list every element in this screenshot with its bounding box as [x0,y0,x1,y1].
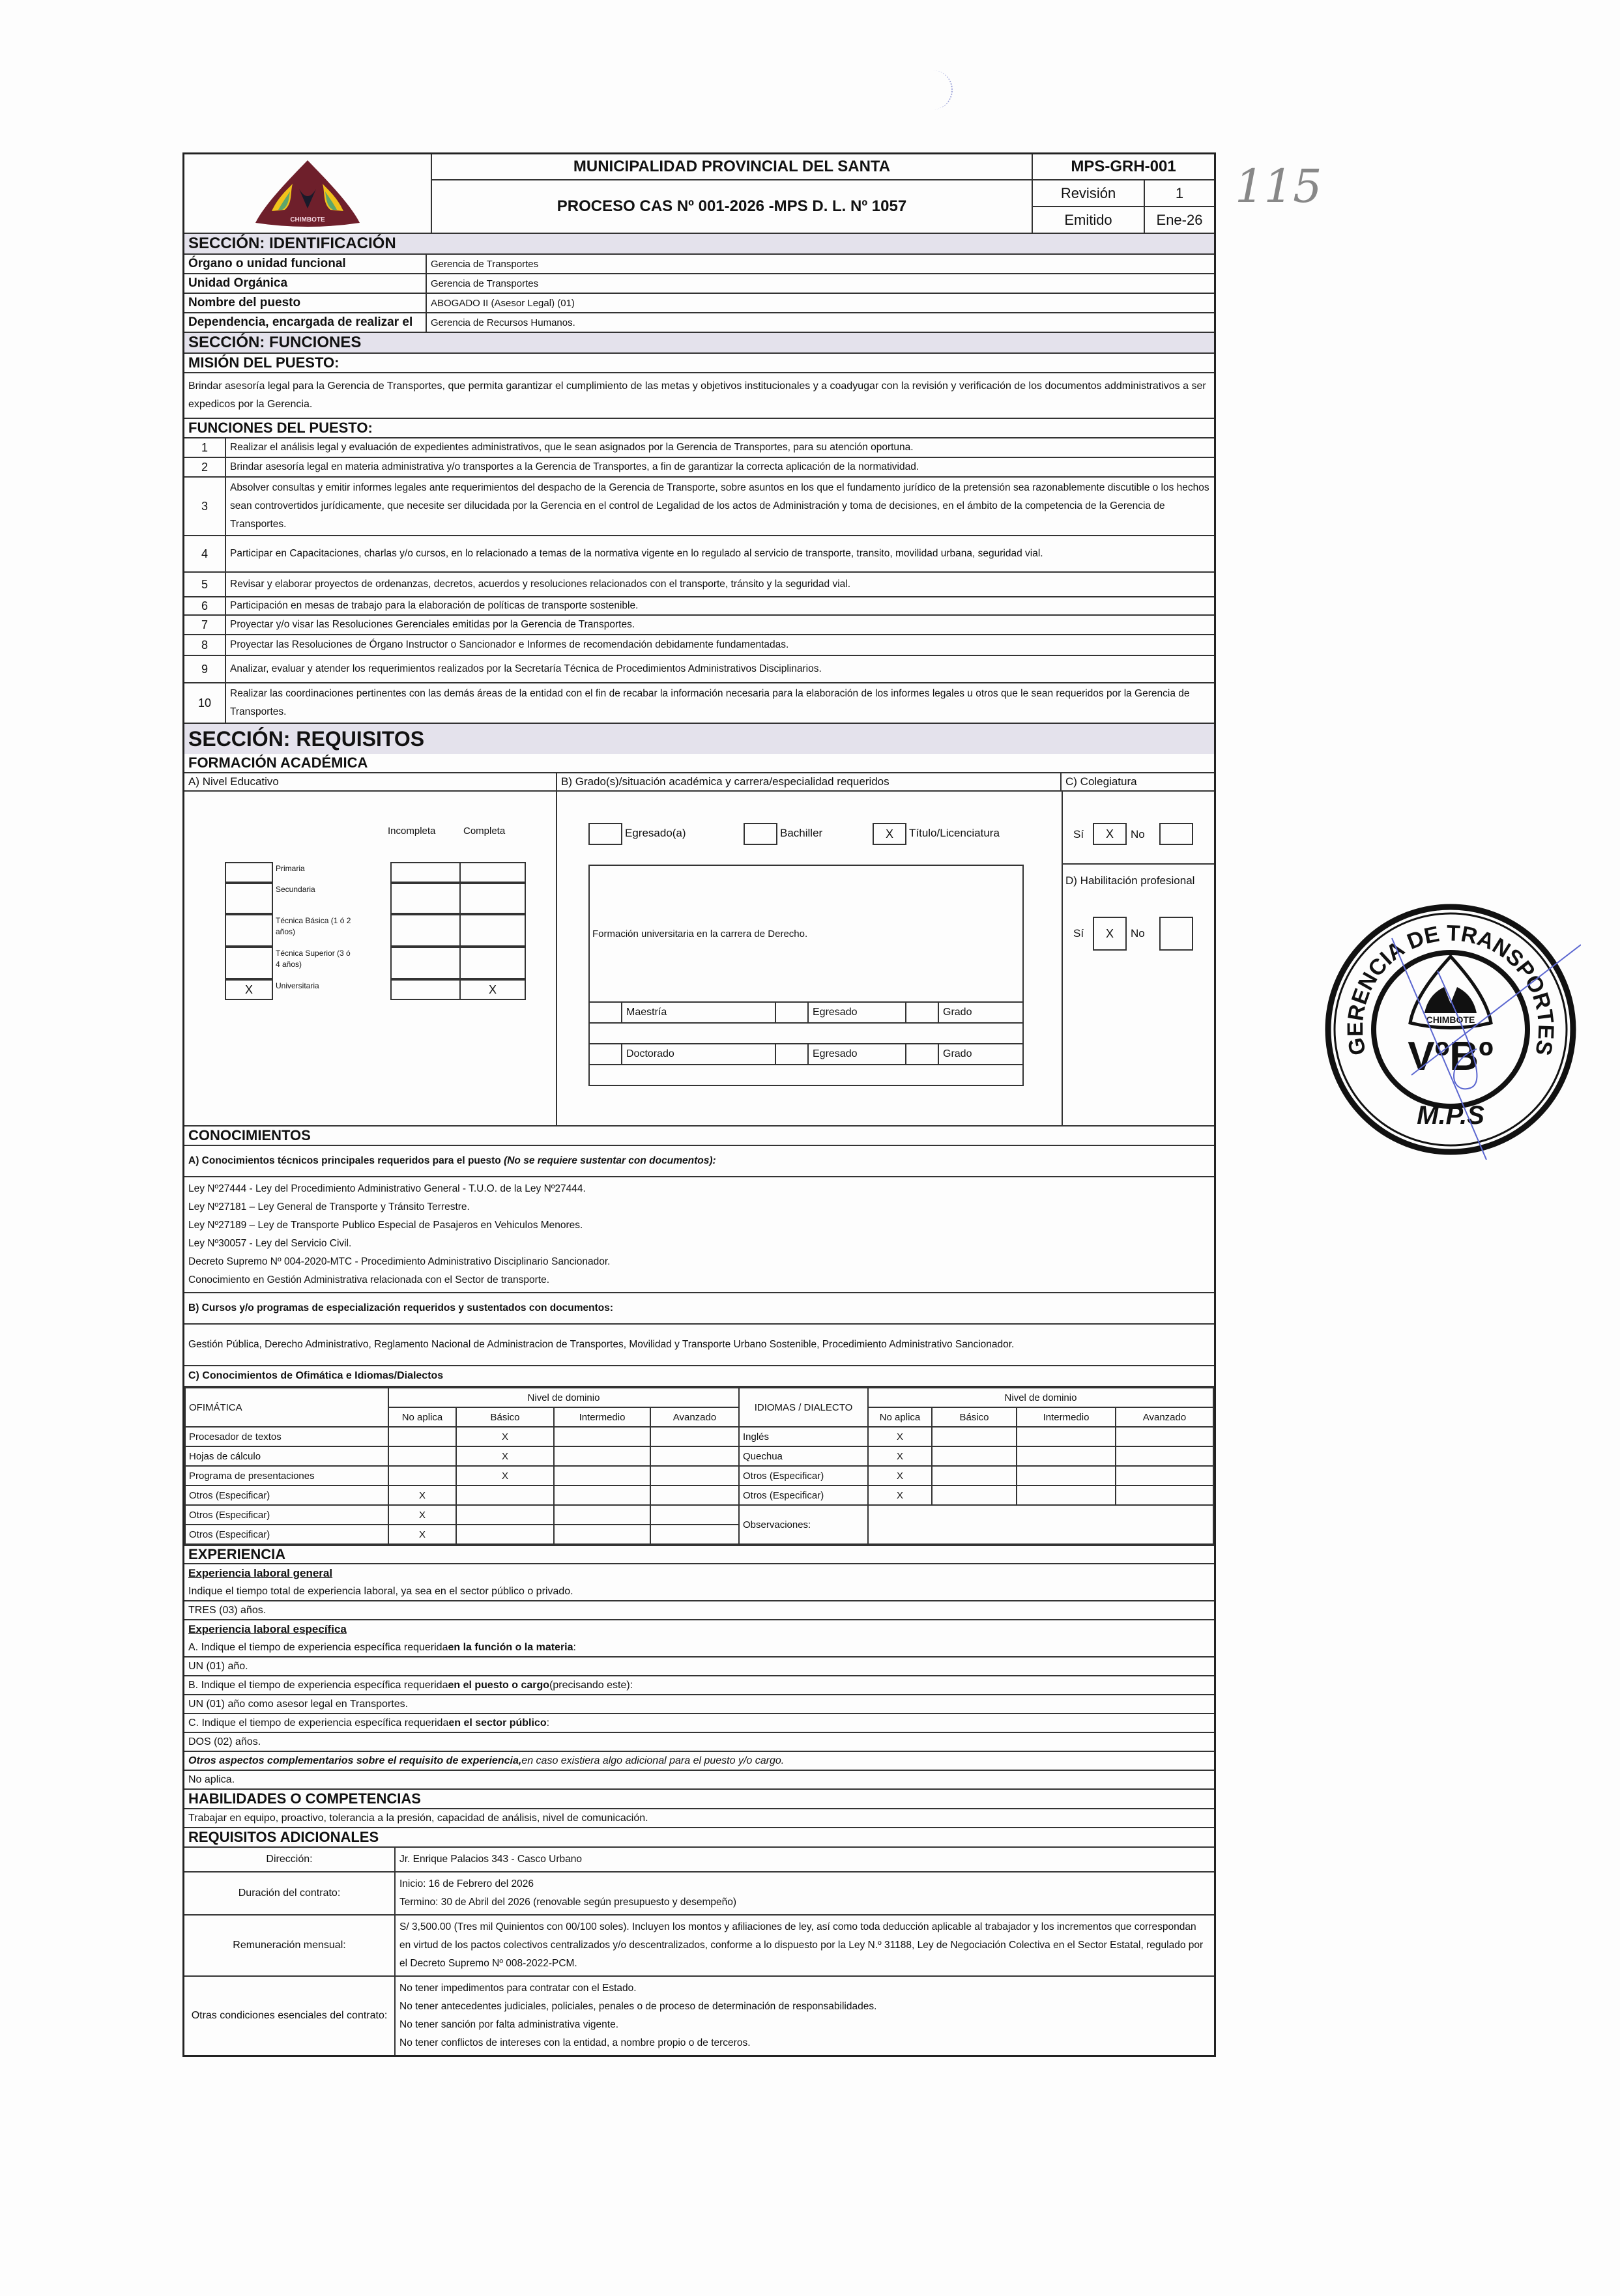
postgrado-detail-field[interactable] [588,1064,1024,1086]
table-row [185,1485,1213,1505]
function-item: 5 Revisar y elaborar proyectos de ordenanzas, decretos, acuerdos y resoluciones relacionados con el transporte, tránsito y la seguridad vial. [184,573,1214,597]
ofimatica-level-cell[interactable] [554,1505,650,1525]
postgrado-egresado-checkbox[interactable] [775,1043,809,1065]
municipality-logo [184,154,431,233]
ofimatica-label: Hojas de cálculo [185,1446,388,1466]
nivel-label: Técnica Superior (3 ó 4 años) [276,949,351,969]
idioma-level-cell[interactable]: X [868,1466,932,1485]
approval-stamp [1320,899,1581,1160]
ofimatica-label: Programa de presentaciones [185,1466,388,1485]
experiencia-general-answer: TRES (03) años. [188,1604,267,1616]
id-row: Órgano o unidad funcional Gerencia de Transportes [184,255,1214,274]
ofimatica-label: Otros (Especificar) [185,1485,388,1505]
ofimatica-level-cell[interactable]: X [388,1525,456,1544]
function-item: 8 Proyectar las Resoluciones de Órgano Instructor o Sancionador e Informes de recomendación debidamente fundamentadas. [184,635,1214,656]
experiencia-a-answer: UN (01) año. [188,1660,248,1672]
idioma-label: Otros (Especificar) [739,1485,868,1505]
adicional-label: Dirección: [266,1854,313,1865]
id-row: Nombre del puesto ABOGADO II (Asesor Legal) (01) [184,294,1214,313]
adicional-row [184,1848,1214,1873]
conocimientos-c-title: C) Conocimientos de Ofimática e Idiomas/Dialectos [188,1370,444,1381]
observaciones-field[interactable] [868,1505,1213,1544]
idioma-level-cell[interactable] [1017,1466,1116,1485]
idioma-level-cell[interactable]: X [868,1446,932,1466]
idioma-level-cell[interactable]: X [868,1427,932,1446]
form-header [184,154,1214,234]
idioma-level-cell[interactable] [1017,1485,1116,1505]
nivel-incompleta-cell[interactable] [390,914,461,947]
postgrado-label: Maestría [621,1001,776,1024]
function-item: 2 Brindar asesoría legal en materia administrativa y/o transportes a la Gerencia de Transportes, a fin de garantizar la correcta aplicación de la normatividad. [184,458,1214,478]
experiencia-b-question: B. Indique el tiempo de experiencia específica requerida en el puesto o cargo (precisando este): [188,1679,633,1691]
formacion-title: FORMACIÓN ACADÉMICA [188,754,368,771]
nivel-checkbox[interactable] [225,914,273,947]
ofimatica-level-cell[interactable] [650,1466,739,1485]
ofimatica-idiomas-table: OFIMÁTICA Nivel de dominio IDIOMAS / DIALECTO Nivel de dominio No aplica Básico Intermedio Avanzado No aplica Básico Intermedio Avanzado Procesador de textos X Inglés X Hojas de cálculo X Quechua X Programa de presentaciones X Otros (Especificar) X Otros (Especificar) X Otros (Especificar) X Otros (Especificar) X Observaciones: Otros (Especificar) X [184,1387,1214,1545]
experiencia-especifica-title: Experiencia laboral específica [188,1623,347,1635]
level-header: Avanzado [1116,1407,1213,1427]
revision-label: Revisión [1060,184,1116,201]
idioma-label: Quechua [739,1446,868,1466]
revision-value: 1 [1144,180,1214,206]
ofimatica-level-cell[interactable] [554,1525,650,1544]
habilidades-text: Trabajar en equipo, proactivo, tolerancia a la presión, capacidad de análisis, nivel de comunicación. [188,1812,648,1824]
level-header: Intermedio [1017,1407,1116,1427]
grado-panel: Egresado(a) Bachiller X Título/Licenciatura Formación universitaria en la carrera de Derecho. Maestría Egresado Grado Doctorado Egresado Grado [556,792,1062,1125]
ofimatica-level-cell[interactable] [650,1525,739,1544]
postgrado-detail-field[interactable] [588,1022,1024,1044]
id-row: Unidad Orgánica Gerencia de Transportes [184,274,1214,294]
postgrado-grado-checkbox[interactable] [905,1001,939,1024]
ofimatica-level-cell[interactable] [650,1505,739,1525]
process-title: PROCESO CAS Nº 001-2026 -MPS D. L. Nº 1057 [557,197,907,215]
postgrado-checkbox[interactable] [588,1043,622,1065]
svg-text:CHIMBOTE: CHIMBOTE [1426,1014,1475,1025]
level-header: Básico [456,1407,554,1427]
formacion-academica-grid [184,792,1214,1126]
idiomas-header: IDIOMAS / DIALECTO [739,1388,868,1427]
experiencia-b-answer: UN (01) año como asesor legal en Transportes. [188,1698,409,1710]
function-item: 4 Participar en Capacitaciones, charlas y/o cursos, en lo relacionado a temas de la normativa vigente en lo regulado al servicio de transporte, transito, movilidad urbana, seguridad vial. [184,536,1214,573]
idioma-level-cell[interactable] [1017,1446,1116,1466]
level-header: Avanzado [650,1407,739,1427]
function-item: 9 Analizar, evaluar y atender los requerimientos realizados por la Secretaría Técnica de Procedimientos Administrativos Disciplinarios. [184,656,1214,683]
chimbote-shield-icon [252,158,363,229]
experiencia-otros-question: Otros aspectos complementarios sobre el requisito de experiencia, en caso existiera algo adicional para el puesto y/o cargo. [188,1755,785,1766]
section-funciones-title: SECCIÓN: FUNCIONES [188,334,362,351]
conocimiento-item: Conocimiento en Gestión Administrativa relacionada con el Sector de transporte. [188,1274,549,1285]
level-header: No aplica [868,1407,932,1427]
adicional-label: Duración del contrato: [238,1887,341,1899]
id-row: Dependencia, encargada de realizar el Gerencia de Recursos Humanos. [184,313,1214,333]
nivel-incompleta-cell[interactable] [390,947,461,979]
idioma-level-cell[interactable] [1116,1427,1213,1446]
titulo-checkbox[interactable]: X [873,823,906,845]
colegiatura-title: C) Colegiatura [1060,773,1214,790]
ofimatica-level-cell[interactable] [650,1485,739,1505]
ofimatica-level-cell[interactable] [554,1485,650,1505]
handwritten-page-number: 115 [1235,160,1322,213]
experiencia-c-answer: DOS (02) años. [188,1736,261,1747]
nivel-completa-cell[interactable] [459,862,526,883]
adicional-value: Jr. Enrique Palacios 343 - Casco Urbano [394,1848,1214,1871]
ofimatica-label: Otros (Especificar) [185,1525,388,1544]
nivel-completa-cell[interactable] [459,914,526,947]
conocimiento-item: Ley Nº30057 - Ley del Servicio Civil. [188,1238,352,1249]
adicional-value: Inicio: 16 de Febrero del 2026 Termino: 30 de Abril del 2026 (renovable según presupuesto y desempeño) [394,1873,1214,1914]
adicional-value: S/ 3,500.00 (Tres mil Quinientos con 00/100 soles). Incluyen los montos y afiliaciones de ley, así como toda deducción aplicable al trabajador y los incrementos que correspondan en virtud de los pactos colectivos centralizados y/o descentralizados, conforme a lo dispuesto por la Ley N.º 31188, Ley de Negociación Colectiva en el Sector Estatal, regulado por el Decreto Supremo Nº 008-2022-PCM. [394,1916,1214,1975]
ofimatica-level-cell[interactable] [456,1485,554,1505]
nivel-checkbox[interactable] [225,883,273,914]
bachiller-checkbox[interactable] [744,823,777,845]
emitted-value: Ene-26 [1144,207,1214,233]
ofimatica-level-cell[interactable] [650,1446,739,1466]
ofimatica-level-cell[interactable] [456,1505,554,1525]
experiencia-c-question: C. Indique el tiempo de experiencia específica requerida en el sector público : [188,1717,550,1729]
ofimatica-level-cell[interactable]: X [456,1446,554,1466]
conocimiento-item: Ley Nº27181 – Ley General de Transporte y Tránsito Terrestre. [188,1201,470,1213]
idioma-level-cell[interactable] [932,1485,1017,1505]
habilidades-title: HABILIDADES O COMPETENCIAS [188,1790,421,1807]
svg-text:CHIMBOTE: CHIMBOTE [290,216,325,223]
postgrado-checkbox[interactable] [588,1001,622,1024]
egresado-checkbox[interactable] [588,823,622,845]
nivel-checkbox[interactable]: X [225,979,273,1000]
habilitacion-title: D) Habilitación profesional [1065,874,1195,887]
conocimientos-title: CONOCIMIENTOS [188,1127,311,1143]
nivel-checkbox[interactable] [225,862,273,883]
adicional-label: Remuneración mensual: [233,1940,346,1951]
idioma-level-cell[interactable] [1116,1446,1213,1466]
colegiatura-panel: Sí X No D) Habilitación profesional Sí X No [1062,792,1214,1125]
function-item: 3 Absolver consultas y emitir informes legales ante requerimientos del despacho de la Gerencia de Transporte, sobre asuntos en los que el fundamento jurídico de la pretensión sea razonablemente discutible o los hechos sean controvertidos jurídicamente, que necesite ser dilucidada por la Gerencia en el control de Legalidad de los actos de Administración y toma de decisiones, en el ámbito de la competencia de la Gerencia de Transportes. [184,478,1214,536]
conocimiento-item: Ley Nº27189 – Ley de Transporte Publico Especial de Pasajeros en Vehiculos Menores. [188,1220,583,1231]
ofimatica-level-cell[interactable]: X [456,1466,554,1485]
postgrado-egresado-checkbox[interactable] [775,1001,809,1024]
idioma-level-cell[interactable] [932,1466,1017,1485]
experiencia-otros-answer: No aplica. [188,1773,235,1785]
carrera-field: Formación universitaria en la carrera de Derecho. [588,865,1024,1003]
ofimatica-label: Otros (Especificar) [185,1505,388,1525]
nivel-educativo-title: A) Nivel Educativo [188,775,279,788]
nivel-incompleta-cell[interactable] [390,979,461,1000]
function-item: 1 Realizar el análisis legal y evaluación de expedientes administrativos, que le sean asignados por la Gerencia de Transportes, para su atención oportuna. [184,438,1214,458]
conocimientos-a-title: A) Conocimientos técnicos principales requeridos para el puesto (No se requiere sustentar con documentos): [188,1155,716,1166]
nivel-label: Universitaria [276,981,319,990]
mision-title: MISIÓN DEL PUESTO: [188,354,340,371]
adicional-row [184,1977,1214,2055]
grado-title: B) Grado(s)/situación académica y carrera/especialidad requeridos [556,773,1060,790]
colegiatura-no-checkbox[interactable] [1159,823,1193,845]
postgrado-grado-checkbox[interactable] [905,1043,939,1065]
ofimatica-header: OFIMÁTICA [185,1388,388,1427]
mision-text: Brindar asesoría legal para la Gerencia de Transportes, que permita garantizar el cumplimiento de las metas y objetivos institucionales y a coadyugar con la revisión y verificación de los documentos addministrativos a ser expedicos por la Gerencia. [188,380,1206,410]
organization-name: MUNICIPALIDAD PROVINCIAL DEL SANTA [432,154,1032,180]
idioma-level-cell[interactable] [932,1427,1017,1446]
ofimatica-level-cell[interactable] [456,1525,554,1544]
stamp-vobo: VºBº [1408,1034,1494,1079]
ofimatica-level-cell[interactable]: X [388,1485,456,1505]
level-header: Básico [932,1407,1017,1427]
conocimientos-a-list [184,1180,614,1289]
function-item: 7 Proyectar y/o visar las Resoluciones Gerenciales emitidas por la Gerencia de Transportes. [184,616,1214,635]
experiencia-general-title: Experiencia laboral general [188,1567,333,1579]
ofimatica-level-cell[interactable] [554,1446,650,1466]
stamp-ring-text: GERENCIA DE TRANSPORTES [1342,921,1559,1058]
conocimiento-item: Ley Nº27444 - Ley del Procedimiento Administrativo General - T.U.O. de la Ley Nº27444. [188,1183,586,1194]
ofimatica-level-cell[interactable] [388,1466,456,1485]
experiencia-a-question: A. Indique el tiempo de experiencia específica requerida en la función o la materia : [188,1641,576,1653]
ofimatica-level-cell[interactable] [388,1427,456,1446]
experiencia-general-question: Indique el tiempo total de experiencia laboral, ya sea en el sector público o privado. [188,1585,573,1597]
nivel-educativo-panel: Incompleta Completa Primaria Secundaria Técnica Básica (1 ó 2 años) Técnica Superior (3 ó 4 años) X Universitaria X [184,792,556,1125]
section-identificacion-title: SECCIÓN: IDENTIFICACIÓN [188,235,396,252]
idioma-level-cell[interactable] [1017,1427,1116,1446]
level-header: No aplica [388,1407,456,1427]
nivel-completa-cell[interactable] [459,947,526,979]
table-row [185,1427,1213,1446]
nivel-label: Secundaria [276,885,315,894]
level-header: Intermedio [554,1407,650,1427]
observaciones-label: Observaciones: [739,1505,868,1544]
idioma-label: Inglés [739,1427,868,1446]
emitted-label: Emitido [1064,211,1112,228]
habilitacion-si-checkbox[interactable]: X [1093,917,1127,951]
funciones-title: FUNCIONES DEL PUESTO: [188,420,373,436]
adicional-label: Otras condiciones esenciales del contrato: [191,2010,388,2021]
conocimiento-item: Decreto Supremo Nº 004-2020-MTC - Procedimiento Administrativo Disciplinario Sancionador. [188,1256,611,1267]
idioma-level-cell[interactable]: X [868,1485,932,1505]
colegiatura-si-checkbox[interactable]: X [1093,823,1127,845]
table-row [185,1505,1213,1525]
ofimatica-label: Procesador de textos [185,1427,388,1446]
idioma-level-cell[interactable] [1116,1485,1213,1505]
job-profile-form [182,152,1216,2057]
conocimientos-b-title: B) Cursos y/o programas de especialización requeridos y sustentados con documentos: [188,1302,614,1313]
adicional-value: No tener impedimentos para contratar con el Estado. No tener antecedentes judiciales, policiales, penales o de proceso de determinación de responsabilidades. No tener sanción por falta administrativa vigente. No tener conflictos de intereses con la entidad, a nombre propio o de terceros. [394,1977,1214,2055]
pen-mark [925,70,953,109]
nivel-completa-cell[interactable] [459,883,526,914]
ofimatica-level-cell[interactable] [554,1427,650,1446]
table-row [185,1466,1213,1485]
section-requisitos-title: SECCIÓN: REQUISITOS [188,726,425,751]
postgrado-label: Doctorado [621,1043,776,1065]
nivel-completa-cell[interactable]: X [459,979,526,1000]
idioma-label: Otros (Especificar) [739,1466,868,1485]
nivel-incompleta-cell[interactable] [390,862,461,883]
table-row [185,1446,1213,1466]
ofimatica-level-cell[interactable]: X [456,1427,554,1446]
nivel-checkbox[interactable] [225,947,273,979]
adicionales-title: REQUISITOS ADICIONALES [188,1829,379,1845]
conocimientos-b-text: Gestión Pública, Derecho Administrativo, Reglamento Nacional de Administracion de Transportes, Movilidad y Transporte Urbano Sostenible, Procedimiento Administrativo Sancionador. [188,1339,1015,1350]
experiencia-title: EXPERIENCIA [188,1546,286,1562]
ofimatica-level-cell[interactable]: X [388,1505,456,1525]
nivel-incompleta-cell[interactable] [390,883,461,914]
ofimatica-level-cell[interactable] [554,1466,650,1485]
adicional-row [184,1873,1214,1916]
function-item: 6 Participación en mesas de trabajo para la elaboración de políticas de transporte sostenible. [184,597,1214,616]
nivel-label: Técnica Básica (1 ó 2 años) [276,916,351,936]
ofimatica-level-cell[interactable] [388,1446,456,1466]
document-code: MPS-GRH-001 [1033,154,1214,180]
idioma-level-cell[interactable] [1116,1466,1213,1485]
ofimatica-level-cell[interactable] [650,1427,739,1446]
habilitacion-no-checkbox[interactable] [1159,917,1193,951]
nivel-label: Primaria [276,864,305,873]
idioma-level-cell[interactable] [932,1446,1017,1466]
function-item: 10 Realizar las coordinaciones pertinentes con las demás áreas de la entidad con el fin de recabar la información necesaria para la elaboración de los informes legales u otros que le sean requeridos por la Gerencia de Transportes. [184,683,1214,724]
adicional-row [184,1916,1214,1977]
svg-text:M.P.S: M.P.S [1417,1101,1484,1130]
